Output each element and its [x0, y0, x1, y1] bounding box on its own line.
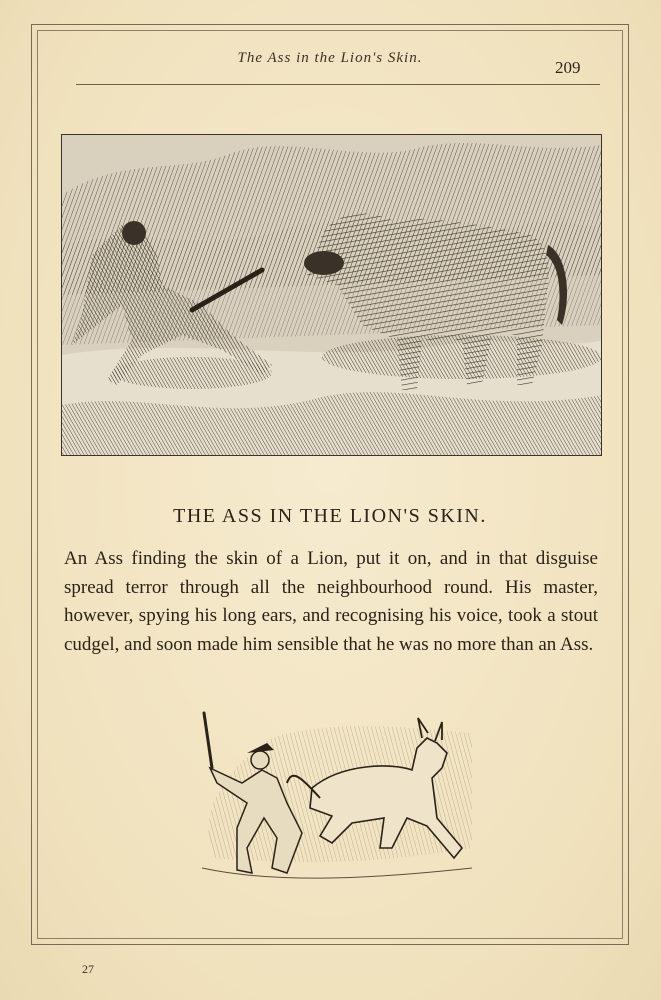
illustration-bottom: [192, 708, 478, 890]
fable-body: An Ass finding the skin of a Lion, put it on, and in that disguise spread terror through all the neighbourhood round. His master, however, spying his long ears, and recognising his voice, took a stout cudgel, and soon made him sensible that he was no more than an Ass.: [64, 548, 598, 655]
fable-title: THE ASS IN THE LION'S SKIN.: [173, 505, 487, 527]
running-title: The Ass in the Lion's Skin.: [237, 50, 423, 66]
engraving-scene-icon: [62, 135, 602, 456]
vignette-scene-icon: [192, 708, 478, 890]
illustration-top: [61, 134, 602, 456]
signature-mark: 27: [82, 962, 94, 976]
page-number: 209: [555, 58, 581, 77]
header-rule: [76, 84, 600, 85]
